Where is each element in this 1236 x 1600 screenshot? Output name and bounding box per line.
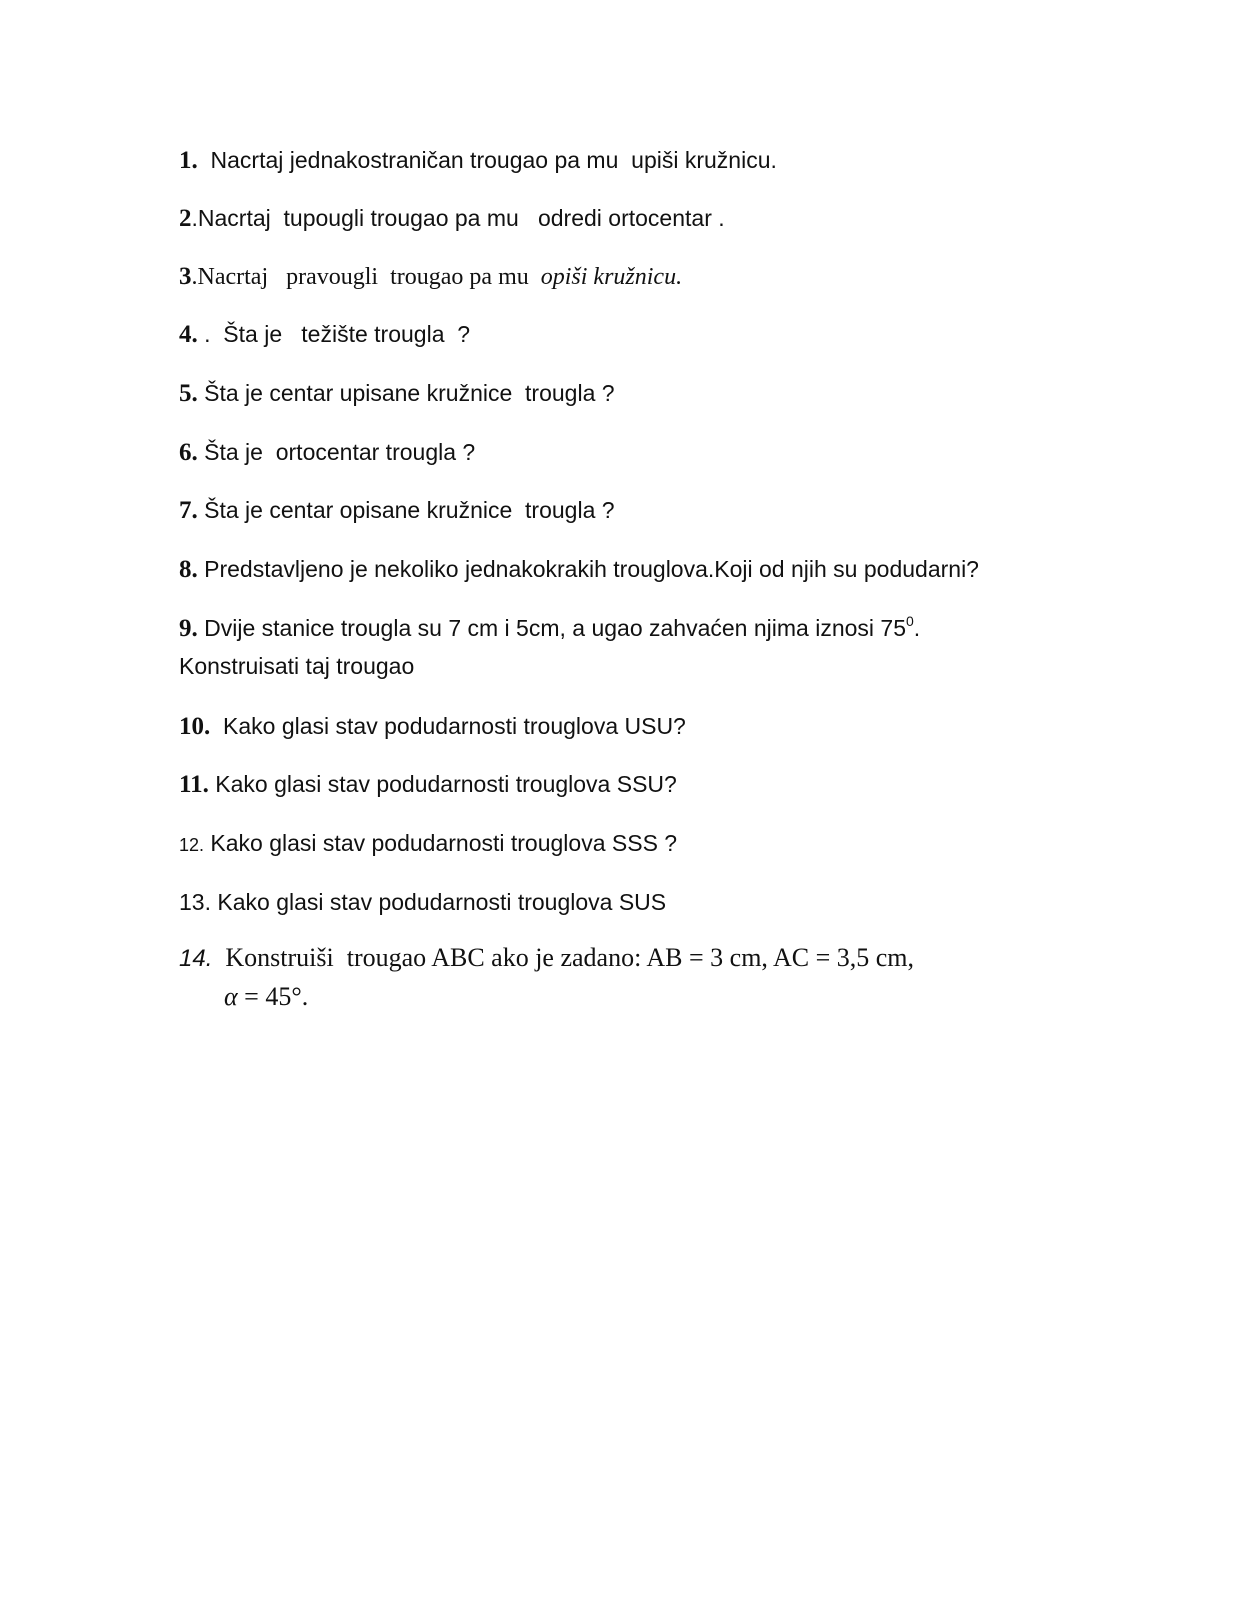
question-text: .Nacrtaj pravougli trougao pa mu (191, 264, 541, 290)
question-text-end: . (913, 615, 921, 641)
question-4 (179, 319, 470, 350)
question-text: Nacrtaj jednakostraničan trougao pa mu upiši kružnicu. (197, 147, 777, 173)
question-text: Kako glasi stav podudarnosti trouglova USU? (210, 713, 686, 739)
question-text: Kako glasi stav podudarnosti trouglova SSU? (208, 771, 677, 797)
question-number: 9. (179, 615, 198, 642)
question-text-italic: opiši kružnicu. (540, 264, 683, 290)
alpha-symbol: α (224, 982, 238, 1011)
question-9 (179, 613, 920, 644)
question-number: 5. (179, 380, 198, 407)
superscript: 0 (906, 613, 914, 629)
question-3 (179, 261, 682, 292)
question-text: = 45°. (237, 982, 309, 1011)
question-text: Kako glasi stav podudarnosti trouglova SUS (210, 889, 667, 915)
question-text: Šta je centar opisane kružnice trougla ? (197, 497, 615, 523)
question-text: Predstavljeno je nekoliko jednakokrakih trouglova.Koji od njih su podudarni? (197, 556, 979, 582)
question-text: Šta je ortocentar trougla ? (197, 439, 476, 465)
question-1 (179, 145, 777, 176)
question-text: Konstruiši trougao ABC ako je zadano: AB = 3 cm, AC = 3,5 cm, (212, 943, 915, 972)
question-number: 8. (179, 556, 198, 583)
question-number: 11. (179, 771, 209, 798)
question-number: 4. (179, 321, 198, 348)
question-text: Dvije stanice trougla su 7 cm i 5cm, a ugao zahvaćen njima iznosi 75 (197, 615, 906, 641)
question-10 (179, 711, 686, 742)
question-number: 1. (179, 147, 198, 174)
question-12 (179, 828, 677, 860)
question-9-line-2 (179, 651, 414, 681)
question-text: Kako glasi stav podudarnosti trouglova SSS ? (204, 830, 678, 856)
question-8 (179, 554, 979, 585)
question-number: 13. (179, 889, 211, 915)
question-14 (179, 943, 914, 974)
question-11 (179, 769, 677, 800)
question-13 (179, 887, 666, 917)
question-5 (179, 378, 615, 409)
question-2 (179, 203, 725, 234)
question-number: 12. (179, 835, 205, 855)
question-number: 2 (179, 205, 192, 232)
question-7 (179, 495, 615, 526)
question-number: 7. (179, 497, 198, 524)
question-number: 10. (179, 713, 211, 740)
question-6 (179, 437, 475, 468)
question-text: Konstruisati taj trougao (179, 653, 415, 679)
question-number: 14. (179, 945, 213, 972)
question-number: 6. (179, 439, 198, 466)
question-number: 3 (179, 263, 192, 290)
question-14-line-2 (224, 982, 308, 1012)
question-text: .Nacrtaj tupougli trougao pa mu odredi ortocentar . (191, 205, 725, 231)
question-text: . Šta je težište trougla ? (197, 321, 471, 347)
question-text: Šta je centar upisane kružnice trougla ? (197, 380, 615, 406)
